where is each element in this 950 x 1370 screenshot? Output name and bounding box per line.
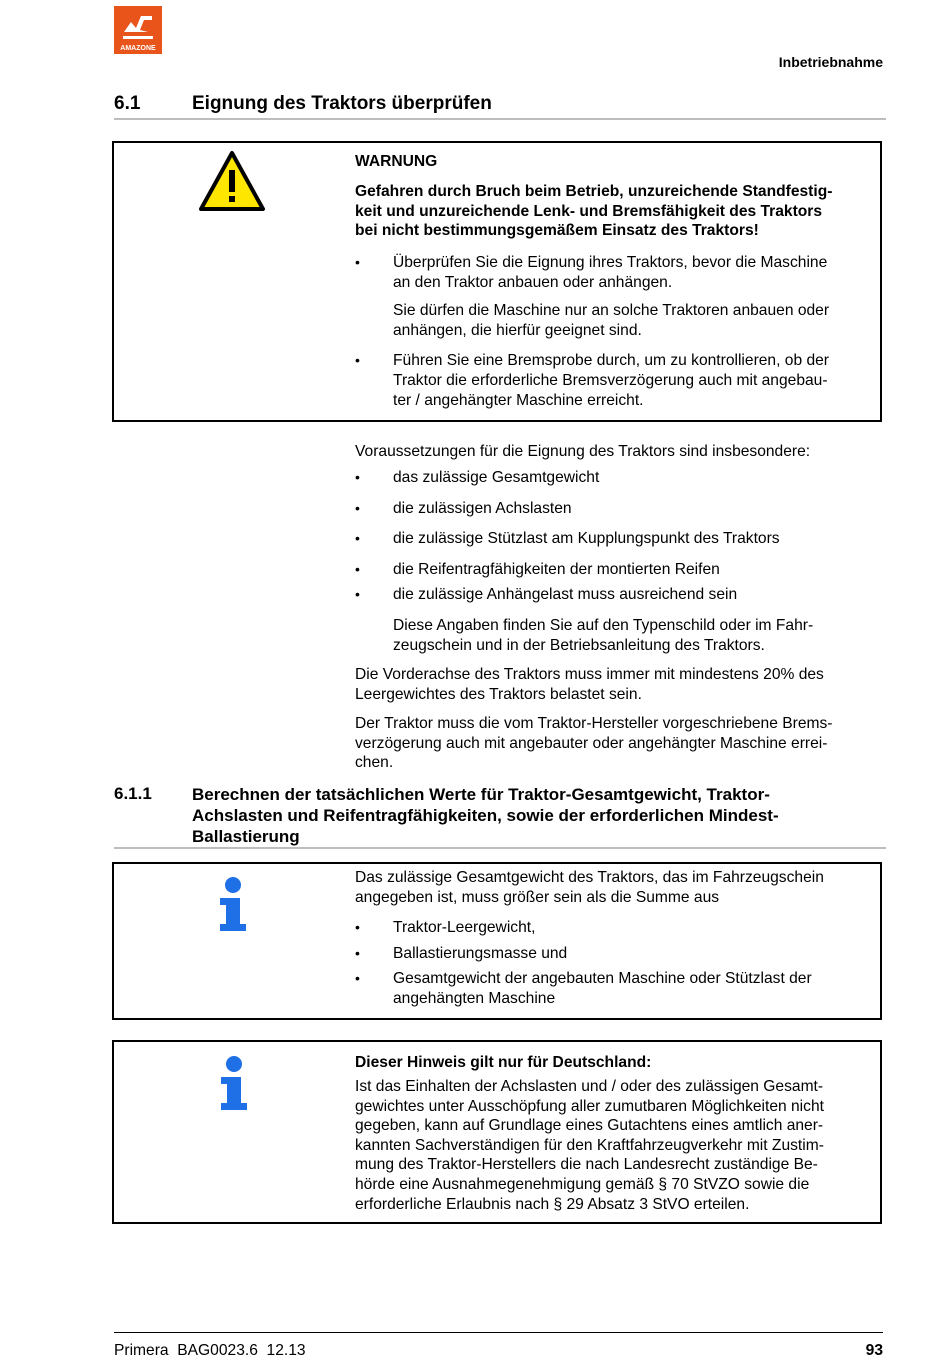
requirements-list xyxy=(355,468,885,605)
info-icon xyxy=(219,1055,249,1111)
front-axle-paragraph: Die Vorderachse des Traktors muss immer mit mindestens 20% des Leergewichtes des Traktors belastet sein. xyxy=(355,666,824,703)
warning-instructions xyxy=(355,253,875,410)
section-rule xyxy=(114,118,886,120)
list-item: • die Reifentragfähigkeiten der montierten Reifen xyxy=(355,560,885,580)
section-title: Eignung des Traktors überprüfen xyxy=(192,93,492,114)
info2-text: Ist das Einhalten der Achslasten und / oder des zulässigen Gesamt- gewichtes unter Ausschöpfung aller zumutbaren Möglichkeiten nicht gegeben, kann auf Grundlage eines Gutachtens eines amtlich aner- kannten Sachverständigen für den Kraftfahrzeugverkehr mit Zustim- mung des Traktor-Herstellers die nach Landesrecht zuständige Be- hörde eine Ausnahmegenehmigung gemäß § 70 StVZO sowie die erforderliche Erlaubnis nach § 29 Absatz 3 StVO erteilen. xyxy=(355,1078,824,1213)
list-item: • die zulässige Anhängelast muss ausreichend sein xyxy=(355,585,885,605)
list-item: • Gesamtgewicht der angebauten Maschine oder Stützlast der angehängten Maschine xyxy=(355,969,875,1008)
list-item: • Traktor-Leergewicht, xyxy=(355,918,875,938)
warning-hazard-text: Gefahren durch Bruch beim Betrieb, unzureichende Standfestig- keit und unzureichende Lenk- und Bremsfähigkeit des Traktors bei nicht bestimmungsgemäßem Einsatz des Traktors! xyxy=(355,183,833,240)
section-number: 6.1 xyxy=(114,93,141,114)
svg-text:AMAZONE: AMAZONE xyxy=(120,45,156,52)
requirements-note: Diese Angaben finden Sie auf den Typenschild oder im Fahr- zeugschein und in der Betriebsanleitung des Traktors. xyxy=(393,617,814,654)
page-number: 93 xyxy=(865,1342,883,1359)
footer-document-id: Primera BAG0023.6 12.13 xyxy=(114,1342,306,1359)
amazone-logo-icon xyxy=(114,6,162,54)
footer-rule xyxy=(114,1332,883,1333)
subsection-number: 6.1.1 xyxy=(114,784,152,803)
brand-logo xyxy=(114,6,162,54)
subsection-title: Berechnen der tatsächlichen Werte für Traktor-Gesamtgewicht, Traktor- Achslasten und Reifentragfähigkeiten, sowie der erforderlichen Mindest- Ballastierung xyxy=(192,785,779,846)
list-item: • Führen Sie eine Bremsprobe durch, um zu kontrollieren, ob der Traktor die erforderliche Bremsverzögerung auch mit angebau- ter / angehängter Maschine erreicht. xyxy=(355,351,875,410)
info1-list xyxy=(355,918,875,1008)
list-item: • das zulässige Gesamtgewicht xyxy=(355,468,885,488)
list-item: • die zulässige Stützlast am Kupplungspunkt des Traktors xyxy=(355,529,885,549)
warning-note: Sie dürfen die Maschine nur an solche Traktoren anbauen oder anhängen, die hierfür geeignet sind. xyxy=(393,302,830,339)
list-item: • Überprüfen Sie die Eignung ihres Traktors, bevor die Maschine an den Traktor anbauen oder anhängen. Sie dürfen die Maschine nur an solche Traktoren anbauen oder anhängen, die hierfür geeignet sind. xyxy=(355,253,875,340)
info1-intro: Das zulässige Gesamtgewicht des Traktors, das im Fahrzeugschein angegeben ist, muss größer sein als die Summe aus xyxy=(355,869,824,906)
subsection-rule xyxy=(114,847,886,849)
header-section-title: Inbetriebnahme xyxy=(778,54,883,70)
list-item: • die zulässigen Achslasten xyxy=(355,499,885,519)
info2-title: Dieser Hinweis gilt nur für Deutschland: xyxy=(355,1054,652,1071)
requirements-intro: Voraussetzungen für die Eignung des Traktors sind insbesondere: xyxy=(355,443,811,460)
brake-paragraph: Der Traktor muss die vom Traktor-Hersteller vorgeschriebene Brems- verzögerung auch mit angebauter oder angehängter Maschine errei- chen. xyxy=(355,715,833,772)
warning-label: WARNUNG xyxy=(355,153,438,170)
info-icon xyxy=(218,876,248,932)
warning-triangle-icon xyxy=(198,150,266,212)
list-item: • Ballastierungsmasse und xyxy=(355,944,875,964)
